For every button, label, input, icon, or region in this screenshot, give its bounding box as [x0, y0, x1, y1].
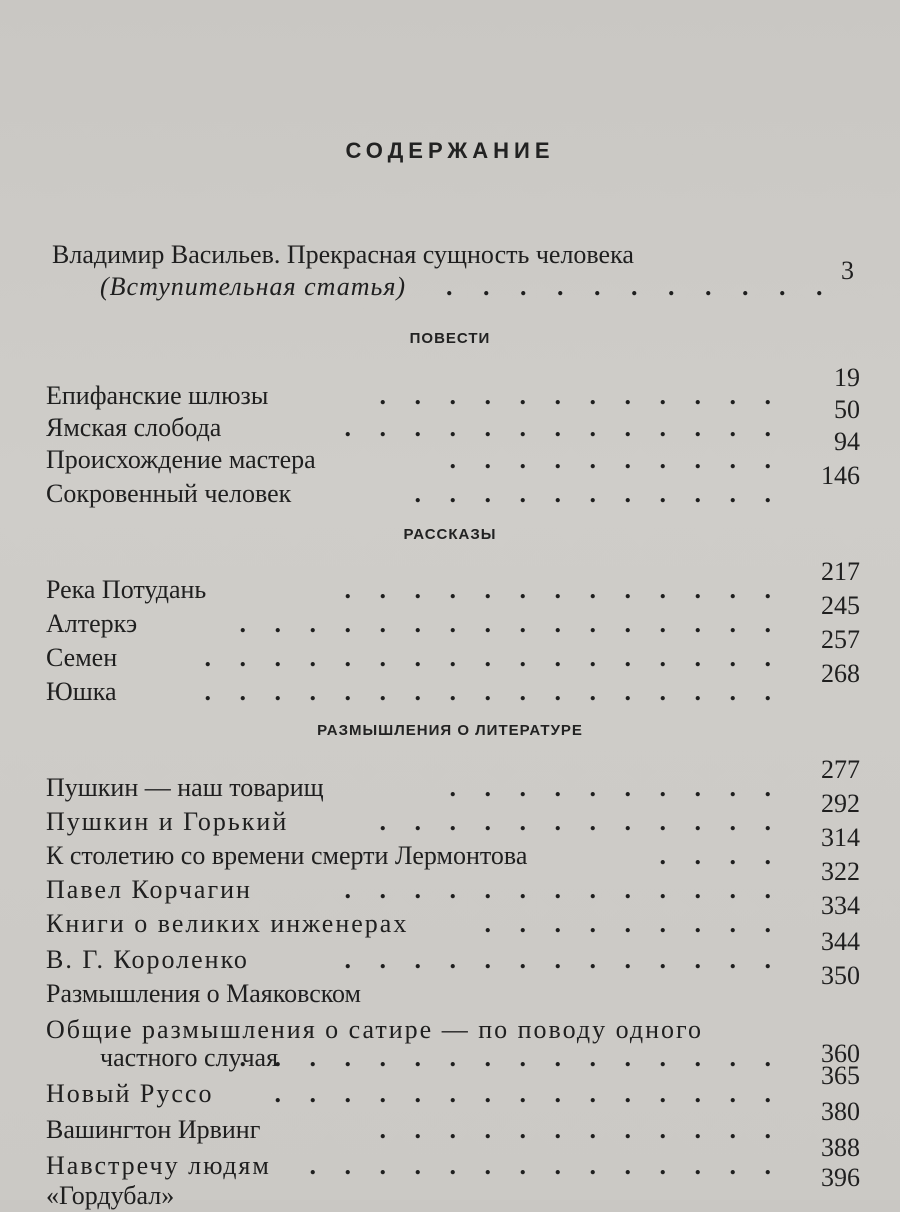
toc-entry-page: 350	[821, 961, 860, 990]
toc-entry-page: 388	[821, 1133, 860, 1162]
toc-entry	[46, 591, 886, 640]
leader-dots: . . . . . . . . . . . . .	[344, 945, 782, 974]
toc-entry-title: К столетию со времени смерти Лермонтова	[46, 841, 528, 870]
leader-dots: . . . . . . . . . .	[449, 445, 782, 474]
toc-entry-page: 19	[834, 363, 860, 392]
toc-entry-title: Вашингтон Ирвинг	[46, 1115, 261, 1144]
toc-entry-title: «Гордубал»	[46, 1181, 175, 1210]
leader-dots: . . . . . . . . . . .	[446, 272, 835, 301]
toc-entry-title: Книги о великих инженерах	[46, 909, 409, 938]
toc-entry-page: 360	[821, 1039, 860, 1068]
toc-entry-page: 50	[834, 395, 860, 424]
toc-entry-page: 268	[821, 659, 860, 688]
toc-entry-page: 257	[821, 625, 860, 654]
toc-entry-title: Епифанские шлюзы	[46, 381, 269, 410]
leader-dots: . . . . . . . . . . . . . . . .	[239, 609, 782, 638]
toc-entry-page: 365	[821, 1061, 860, 1090]
toc-entry	[46, 363, 886, 412]
leader-dots: . . . . . . . . . . . .	[379, 807, 782, 836]
leader-dots: . . . . . . . . . . .	[414, 479, 782, 508]
toc-entry-title: Ямская слобода	[46, 413, 222, 442]
toc-entry-page: 146	[821, 461, 860, 490]
toc-entry	[46, 625, 886, 674]
toc-entry-continued	[46, 1039, 886, 1074]
toc-entry	[46, 789, 886, 838]
toc-entry	[46, 857, 886, 906]
toc-entry-page: 245	[821, 591, 860, 620]
leader-dots: . . . . . . . . . . . .	[379, 1115, 782, 1144]
toc-entry	[46, 461, 886, 510]
toc-entry	[46, 1133, 886, 1182]
toc-entry	[46, 891, 886, 940]
toc-entry-title: Семен	[46, 643, 118, 672]
toc-entry-title: Река Потудань	[46, 575, 207, 604]
toc-entry-page: 396	[821, 1163, 860, 1192]
toc-entry-title: Сокровенный человек	[46, 479, 292, 508]
toc-entry	[46, 927, 886, 976]
leader-dots: . . . . . . . . . . . . .	[344, 575, 782, 604]
toc-entry-title: В. Г. Короленко	[46, 945, 249, 974]
toc-entry	[46, 961, 886, 1010]
leader-dots: . . . . . . . . . . . . .	[344, 875, 782, 904]
toc-entry-page: 334	[821, 891, 860, 920]
toc-entry	[46, 1061, 886, 1110]
toc-entry	[46, 557, 886, 606]
section-heading: РАЗМЫШЛЕНИЯ О ЛИТЕРАТУРЕ	[317, 722, 583, 739]
toc-entry-page: 94	[834, 427, 860, 456]
toc-entry-title: Юшка	[46, 677, 117, 706]
toc-entry-page: 380	[821, 1097, 860, 1126]
toc-entry-title: Происхождение мастера	[46, 445, 316, 474]
leader-dots: . . . . . . . . . .	[449, 773, 782, 802]
toc-entry-page: 292	[821, 789, 860, 818]
toc-entry	[46, 1097, 886, 1146]
intro-entry-page: 3	[841, 256, 854, 285]
toc-entry-page: 322	[821, 857, 860, 886]
section-heading: ПОВЕСТИ	[409, 330, 491, 347]
toc-entry-title: Пушкин — наш товарищ	[46, 773, 324, 802]
leader-dots: . . . . . . . . . . . . .	[344, 413, 782, 442]
leader-dots: . . . . . . . . . . . . . . . . .	[204, 677, 782, 706]
toc-entry	[46, 823, 886, 872]
section-heading: РАССКАЗЫ	[403, 526, 497, 543]
leader-dots: . . . . . . . . . . . .	[379, 381, 782, 410]
toc-entry-title: Алтеркэ	[46, 609, 138, 638]
toc-entry-page: 217	[821, 557, 860, 586]
toc-entry-title: Размышления о Маяковском	[46, 979, 362, 1008]
intro-entry-line2: (Вступительная статья)	[100, 272, 407, 301]
page-title: СОДЕРЖАНИЕ	[345, 138, 555, 163]
toc-entry-title: Новый Руссо	[46, 1079, 214, 1108]
leader-dots: . . . . . . . . . . . . . .	[309, 1151, 782, 1180]
toc-entry	[46, 659, 886, 708]
intro-entry-line1: Владимир Васильев. Прекрасная сущность человека	[52, 240, 634, 269]
leader-dots: . . . . . . . . .	[484, 909, 782, 938]
leader-dots: . . . . . . . . . . . . . . .	[274, 1079, 782, 1108]
toc-entry-title-line2: частного случая	[100, 1043, 279, 1072]
leader-dots: . . . .	[659, 841, 782, 870]
leader-dots: . . . . . . . . . . . . . . . .	[239, 1043, 782, 1072]
toc-entry-page: 277	[821, 755, 860, 784]
toc-entry-title: Павел Корчагин	[46, 875, 252, 904]
toc-entry	[46, 755, 886, 804]
toc-entry-page: 314	[821, 823, 860, 852]
toc-entry-title: Общие размышления о сатире — по поводу одного	[46, 1015, 704, 1044]
toc-entry-title: Пушкин и Горький	[46, 807, 289, 836]
leader-dots: . . . . . . . . . . . . . . . . .	[204, 643, 782, 672]
toc-entry-page: 344	[821, 927, 860, 956]
toc-entry-title: Навстречу людям	[46, 1151, 271, 1180]
